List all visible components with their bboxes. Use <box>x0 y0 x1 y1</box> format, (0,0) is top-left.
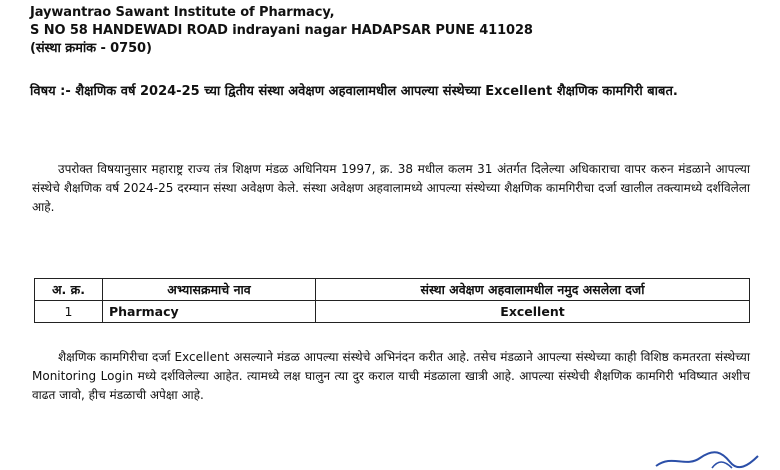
institute-name: Jaywantrao Sawant Institute of Pharmacy, <box>30 5 335 20</box>
table-row <box>35 301 750 323</box>
institute-code: (संस्था क्रमांक - 0750) <box>30 41 152 56</box>
header-serial-number: अ. क्र. <box>35 279 103 301</box>
institute-address: S NO 58 HANDEWADI ROAD indrayani nagar HADAPSAR PUNE 411028 <box>30 23 533 38</box>
header-course-name: अभ्यासक्रमाचे नाव <box>103 279 316 301</box>
letter-subject: विषय :- शैक्षणिक वर्ष 2024-25 च्या द्वितीय संस्था अवेक्षण अहवालामधील आपल्या संस्थेच्या Excellent शैक्षणिक कामगिरी बाबत. <box>30 84 678 99</box>
header-grade: संस्था अवेक्षण अहवालामधील नमुद असलेला दर्जा <box>316 279 750 301</box>
cell-grade: Excellent <box>316 301 750 323</box>
cell-course-name: Pharmacy <box>103 301 316 323</box>
body-paragraph-intro: उपरोक्त विषयानुसार महाराष्ट्र राज्य तंत्र शिक्षण मंडळ अधिनियम 1997, क्र. 38 मधील कलम 31 अंतर्गत दिलेल्या अधिकाराचा वापर करुन मंडळाने आपल्या संस्थेचे शैक्षणिक वर्ष 2024-25 दरम्यान संस्था अवेक्षण केले. संस्था अवेक्षण अहवालामध्ये आपल्या संस्थेच्या शैक्षणिक कामगिरीचा दर्जा खालील तक्त्यामध्ये दर्शविलेला आहे. <box>32 162 750 214</box>
signature-mark <box>652 448 762 470</box>
grade-table <box>34 278 750 323</box>
table-header-row <box>35 279 750 301</box>
body-paragraph-conclusion: शैक्षणिक कामगिरीचा दर्जा Excellent असल्याने मंडळ आपल्या संस्थेचे अभिनंदन करीत आहे. तसेच मंडळाने आपल्या संस्थेच्या काही विशिष्ठ कमतरता संस्थेच्या Monitoring Login मध्ये दर्शविलेल्या आहेत. त्यामध्ये लक्ष घालुन त्या दुर कराल याची मंडळाला खात्री आहे. आपल्या संस्थेची शैक्षणिक कामगिरी भविष्यात अशीच वाढत जावो, हीच मंडळाची अपेक्षा आहे. <box>32 350 750 402</box>
cell-serial-number: 1 <box>35 301 103 323</box>
